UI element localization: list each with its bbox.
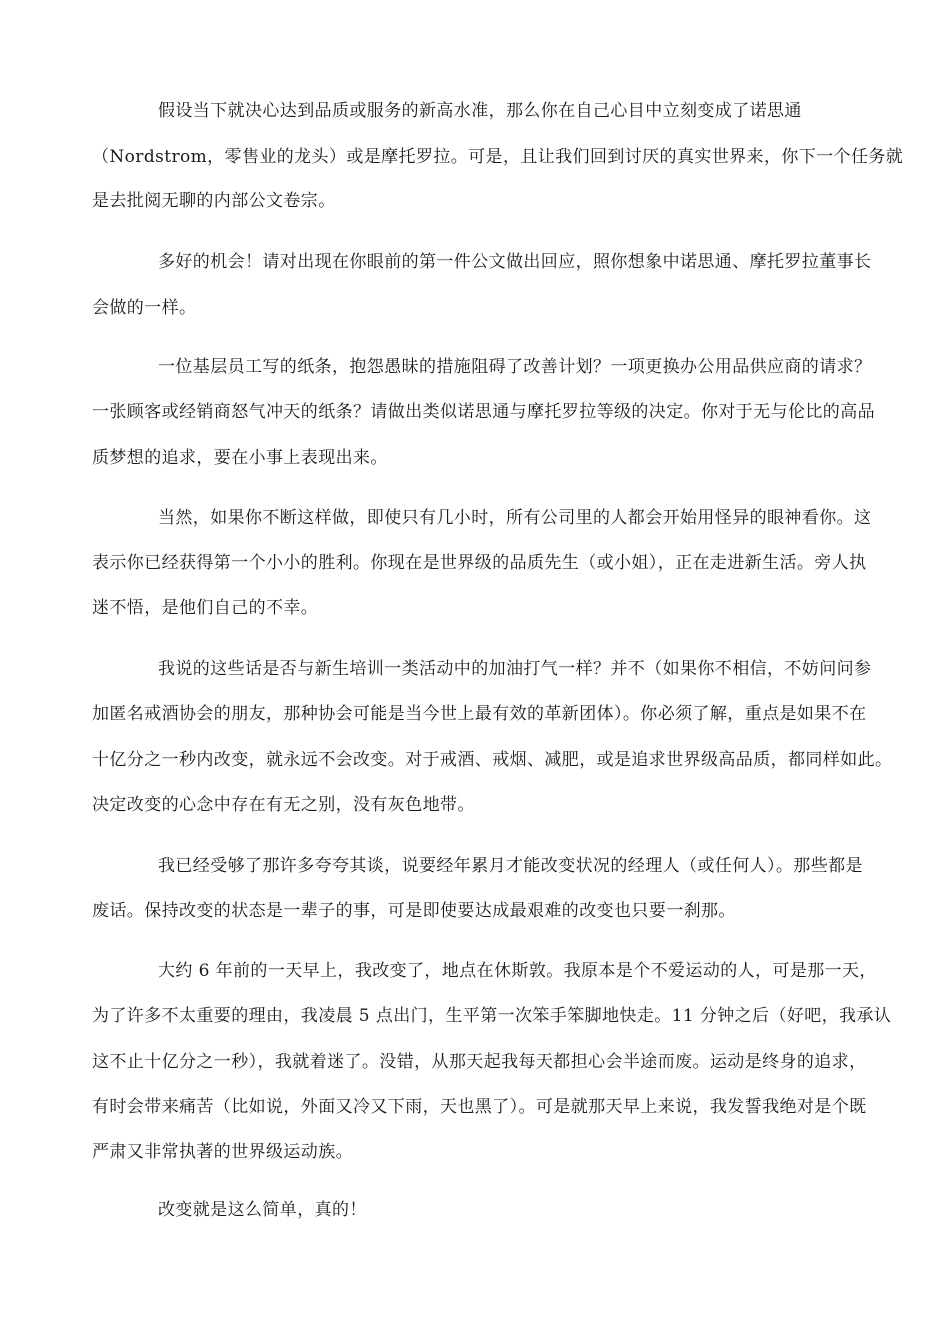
text-line: 我已经受够了那许多夸夸其谈，说要经年累月才能改变状况的经理人（或任何人）。那些都是 bbox=[158, 856, 863, 876]
text-line: 这不止十亿分之一秒），我就着迷了。没错，从那天起我每天都担心会半途而废。运动是终身的追求， bbox=[92, 1052, 867, 1072]
text-line: （Nordstrom，零售业的龙头）或是摩托罗拉。可是，且让我们回到讨厌的真实世界来，你下一个任务就 bbox=[92, 147, 904, 167]
text-line: 有时会带来痛苦（比如说，外面又冷又下雨，天也黑了）。可是就那天早上来说，我发誓我绝对是个既 bbox=[92, 1097, 867, 1117]
text-line: 会做的一样。 bbox=[92, 298, 197, 318]
text-line: 迷不悟，是他们自己的不幸。 bbox=[92, 598, 319, 618]
text-line: 当然，如果你不断这样做，即使只有几小时，所有公司里的人都会开始用怪异的眼神看你。这 bbox=[158, 508, 872, 528]
text-line: 是去批阅无聊的内部公文卷宗。 bbox=[92, 191, 336, 211]
text-line: 一张顾客或经销商怒气冲天的纸条？请做出类似诺思通与摩托罗拉等级的决定。你对于无与伦比的高品 bbox=[92, 402, 875, 422]
text-line: 加匿名戒酒协会的朋友，那种协会可能是当今世上最有效的革新团体）。你必须了解，重点是如果不在 bbox=[92, 704, 867, 724]
text-line: 决定改变的心念中存在有无之别，没有灰色地带。 bbox=[92, 795, 475, 815]
text-line: 十亿分之一秒内改变，就永远不会改变。对于戒酒、戒烟、减肥，或是追求世界级高品质，都同样如此。 bbox=[92, 750, 893, 770]
text-line: 一位基层员工写的纸条，抱怨愚昧的措施阻碍了改善计划？一项更换办公用品供应商的请求？ bbox=[158, 357, 872, 377]
text-line: 我说的这些话是否与新生培训一类活动中的加油打气一样？并不（如果你不相信，不妨问问参 bbox=[158, 659, 872, 679]
text-line: 表示你已经获得第一个小小的胜利。你现在是世界级的品质先生（或小姐），正在走进新生活。旁人执 bbox=[92, 553, 867, 573]
text-line: 大约 6 年前的一天早上，我改变了，地点在休斯敦。我原本是个不爱运动的人，可是那一天， bbox=[158, 961, 877, 981]
text-line: 假设当下就决心达到品质或服务的新高水准，那么你在自己心目中立刻变成了诺思通 bbox=[158, 101, 802, 121]
text-line: 多好的机会！请对出现在你眼前的第一件公文做出回应，照你想象中诺思通、摩托罗拉董事长 bbox=[158, 252, 872, 272]
text-line: 废话。保持改变的状态是一辈子的事，可是即使要达成最艰难的改变也只要一刹那。 bbox=[92, 901, 736, 921]
text-line: 质梦想的追求，要在小事上表现出来。 bbox=[92, 448, 388, 468]
text-line: 为了许多不太重要的理由，我凌晨 5 点出门，生平第一次笨手笨脚地快走。11 分钟之后（好吧，我承认 bbox=[92, 1006, 892, 1026]
text-line: 改变就是这么简单，真的！ bbox=[158, 1200, 367, 1220]
text-line: 严肃又非常执著的世界级运动族。 bbox=[92, 1142, 353, 1162]
